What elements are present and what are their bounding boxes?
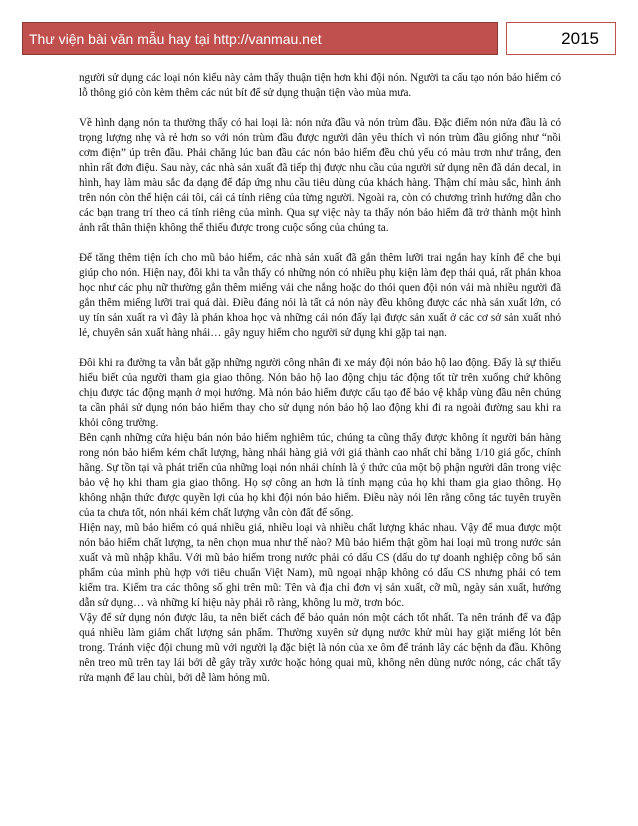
paragraph: người sử dụng các loại nón kiểu này cảm thấy thuận tiện hơn khi đội nón. Người ta cấu tạo nón bảo hiểm có lỗ thông gió còn kèm thêm các nút bít để sử dụng thuận tiện vào mùa mưa. — [79, 72, 561, 99]
header-title-banner — [22, 22, 498, 55]
paragraph: Bên cạnh những cửa hiệu bán nón bảo hiểm nghiêm túc, chúng ta cũng thấy được không ít người bán hàng rong nón bảo hiểm kém chất lượng, hàng nhái hàng giả với giá thành cao nhất chỉ bằng 1/10 giá gốc, chính hãng. Sự tồn tại và phát triển của những loại nón nhái chính là ý thức của một bộ phận người dân trong việc bảo vệ họ khi tham gia giao thông. Họ sợ công an hơn là tính mạng của họ khi tham gia giao thông. Họ không nhận thức được quyền lợi của họ khi đội nón bảo hiểm. Điều này nói lên rằng công tác tuyên truyền của ta chưa tốt, nón nhái kém chất lượng vẫn còn đất để sống. — [79, 432, 561, 519]
paragraph: Về hình dạng nón ta thường thấy có hai loại là: nón nửa đầu và nón trùm đầu. Đặc điểm nón nửa đầu là có trọng lượng nhẹ và rẻ hơn so với nón trùm đầu được người dân yêu thích vì nón trùm đầu giống như “nồi cơm điện” úp trên đầu. Phải chăng lúc ban đầu các nón bảo hiểm đều chủ yếu có màu trơn như trắng, đen nhìn rất đơn điệu. Sau này, các nhà sản xuất đã tiếp thị được nhu cầu của người sử dụng nên đã dán decal, in hình, hay làm màu sắc đa dạng để đáp ứng nhu cầu tiêu dùng của khách hàng. Thậm chí màu sắc, hình ảnh trên nón còn thể hiện cái tôi, cái cá tính riêng của từng người. Ngoài ra, còn có chương trình hướng dẫn cho các bạn trang trí theo cá tính riêng của mình. Qua sự việc này ta thấy nón bảo hiểm đã trở thành một hình ảnh rất thân thiện không thể thiếu được trong cuộc sống của chúng ta. — [79, 117, 561, 234]
document-body — [79, 71, 561, 686]
header-title: Thư viện bài văn mẫu hay tại http://vanmau.net — [29, 31, 322, 47]
paragraph: Để tăng thêm tiện ích cho mũ bảo hiểm, các nhà sản xuất đã gắn thêm lưỡi trai ngắn hay kính để che bụi giúp cho nón. Hiện nay, đôi khi ta vẫn thấy có những nón có nhiều phụ kiện làm đẹp thái quá, rất phản khoa học như các phụ nữ thường gắn thêm miếng vải che nắng hoặc do thói quen đội nón vải mà nhiều người đã gắn thêm miếng lưỡi trai quá dài. Điều đáng nói là tất cả nón này đều không được các nhà sản xuất lớn, có uy tín sản xuất ra vì đây là phản khoa học và những cái nón đấy lại được sản xuất ở các cơ sở sản xuất nhỏ lẻ, chuyên sản xuất hàng nhái… gây nguy hiểm cho người sử dụng khi gặp tai nạn. — [79, 252, 561, 339]
header-year-box — [506, 22, 616, 55]
paragraph: Đôi khi ra đường ta vẫn bắt gặp những người công nhân đi xe máy đội nón bảo hộ lao động. Đấy là sự thiếu hiểu biết của người tham gia giao thông. Nón bảo hộ lao động chịu tác động tốt từ trên xuống chứ không chịu được tác động mạnh ở mọi hướng. Mà nón bảo hiểm được cấu tạo để bảo vệ khắp vùng đầu nên chúng ta cần phải sử dụng nón bảo hiểm thay cho sử dụng nón bảo hộ lao động khi đi ra ngoài đường sau khi ra khỏi công trường. — [79, 357, 561, 429]
page-header — [22, 22, 616, 55]
paragraph: Vậy để sử dụng nón được lâu, ta nên biết cách để bảo quản nón một cách tốt nhất. Ta nên tránh để va đập quá nhiều làm giảm chất lượng sản phẩm. Thường xuyên sử dụng nước khử mùi hay giặt miếng lót bên trong. Tránh việc đội chung mũ với người lạ đặc biệt là nón của xe ôm để tránh lây các bệnh da đầu. Không nên treo mũ trên tay lái bởi dễ gây trầy xước hoặc hỏng quai mũ, không nên dùng nước nóng, các chất tẩy rửa mạnh để lau chùi, bởi dễ làm hỏng mũ. — [79, 612, 561, 684]
header-year: 2015 — [561, 29, 599, 48]
paragraph: Hiện nay, mũ bảo hiểm có quá nhiều giá, nhiều loại và nhiều chất lượng khác nhau. Vậy để mua được một nón bảo hiểm chất lượng, ta nên chọn mua như thế nào? Mũ bảo hiểm thật gồm hai loại mũ trong nước sản xuất và mũ nhập khẩu. Với mũ bảo hiểm trong nước phải có dấu CS (dấu do tự doanh nghiệp công bố sản phẩm của mình phù hợp với tiêu chuẩn Việt Nam), mũ ngoại nhập không có dấu CS nhưng phải có tem kiểm tra. Kiểm tra các thông số ghi trên mũ: Tên và địa chỉ đơn vị sản xuất, cỡ mũ, ngày sản xuất, hướng dẫn sử dụng… và những kí hiệu này phải rõ ràng, không lu mờ, trơn bóc. — [79, 522, 561, 609]
